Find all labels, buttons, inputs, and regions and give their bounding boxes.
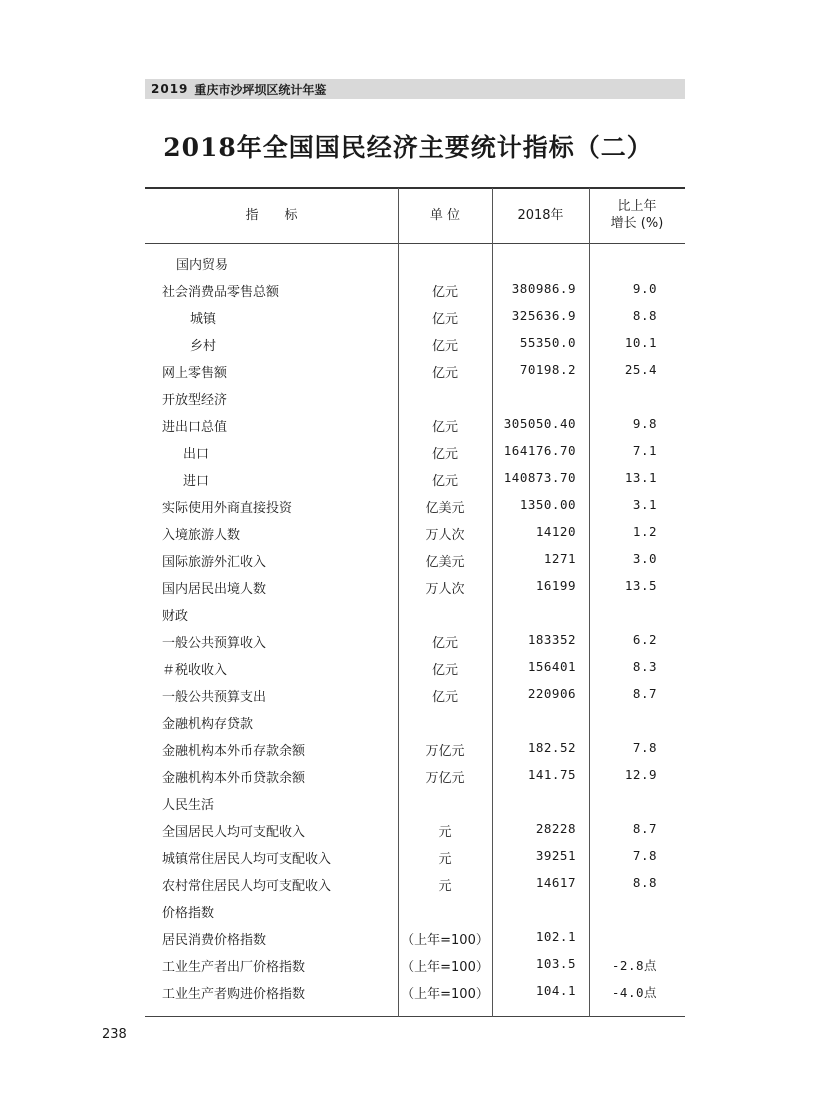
row-value-2018: 103.5 [535, 956, 576, 971]
row-unit: 亿元 [431, 447, 458, 462]
table-row [145, 362, 685, 389]
row-value-2018: 70198.2 [519, 362, 576, 377]
row-growth: 10.1 [624, 335, 657, 350]
table-row [145, 929, 685, 956]
row-indicator: 城镇 [190, 312, 217, 327]
row-growth: 3.1 [632, 497, 657, 512]
row-unit: 亿元 [431, 474, 458, 489]
table-row [145, 281, 685, 308]
row-value-2018: 183352 [527, 632, 576, 647]
row-growth: 9.8 [632, 416, 657, 431]
row-value-2018: 156401 [527, 659, 576, 674]
row-value-2018: 140873.70 [503, 470, 576, 485]
row-indicator: 价格指数 [162, 906, 215, 921]
row-indicator: 社会消费品零售总额 [162, 285, 280, 300]
table-row [145, 713, 685, 740]
row-indicator: 国内贸易 [176, 258, 229, 273]
row-indicator: 进出口总值 [162, 420, 228, 435]
row-indicator: 出口 [183, 447, 210, 462]
table-row [145, 524, 685, 551]
row-unit: 万人次 [425, 528, 465, 543]
table-row [145, 578, 685, 605]
row-unit: 万亿元 [425, 771, 465, 786]
row-indicator: 人民生活 [162, 798, 215, 813]
row-unit: 亿美元 [425, 555, 465, 570]
row-indicator: 开放型经济 [162, 393, 228, 408]
table-bottom-rule [145, 1016, 685, 1017]
row-growth: 1.2 [632, 524, 657, 539]
table-row [145, 389, 685, 416]
row-indicator: 金融机构存贷款 [162, 717, 254, 732]
row-value-2018: 305050.40 [503, 416, 576, 431]
row-value-2018: 220906 [527, 686, 576, 701]
table-row [145, 794, 685, 821]
table-row [145, 821, 685, 848]
header-unit: 单 位 [429, 207, 461, 223]
row-growth: 8.7 [632, 821, 657, 836]
row-growth: 3.0 [632, 551, 657, 566]
row-growth: 9.0 [632, 281, 657, 296]
table-row [145, 848, 685, 875]
row-indicator: 乡村 [190, 339, 217, 354]
table-row [145, 470, 685, 497]
row-value-2018: 325636.9 [511, 308, 576, 323]
row-value-2018: 182.52 [527, 740, 576, 755]
table-row [145, 659, 685, 686]
table-row [145, 335, 685, 362]
row-unit: 亿元 [431, 366, 458, 381]
row-unit: 亿元 [431, 285, 458, 300]
row-growth: 7.1 [632, 443, 657, 458]
row-unit: （上年=100） [401, 933, 489, 948]
row-unit: 万亿元 [425, 744, 465, 759]
row-unit: （上年=100） [401, 987, 489, 1002]
row-value-2018: 39251 [535, 848, 576, 863]
row-unit: 元 [438, 852, 452, 867]
running-header [145, 79, 685, 99]
row-growth: 13.1 [624, 470, 657, 485]
row-indicator: 入境旅游人数 [162, 528, 241, 543]
row-indicator: 工业生产者购进价格指数 [162, 987, 306, 1002]
row-value-2018: 14617 [535, 875, 576, 890]
row-value-2018: 380986.9 [511, 281, 576, 296]
row-unit: 元 [438, 825, 452, 840]
row-indicator: 财政 [162, 609, 189, 624]
row-growth: 8.8 [632, 875, 657, 890]
table-header-rule [145, 243, 685, 244]
row-indicator: 农村常住居民人均可支配收入 [162, 879, 332, 894]
row-indicator: 居民消费价格指数 [162, 933, 267, 948]
row-growth: -2.8点 [611, 958, 657, 973]
table-row [145, 686, 685, 713]
row-growth: 8.3 [632, 659, 657, 674]
page-title: 2018年全国国民经济主要统计指标（二） [163, 133, 653, 162]
row-growth: 25.4 [624, 362, 657, 377]
header-indicator: 指 标 [245, 207, 298, 223]
row-unit: 元 [438, 879, 452, 894]
row-unit: 亿元 [431, 339, 458, 354]
row-growth: 7.8 [632, 848, 657, 863]
row-indicator: 实际使用外商直接投资 [162, 501, 293, 516]
row-indicator: 金融机构本外币存款余额 [162, 744, 306, 759]
table-row [145, 632, 685, 659]
row-value-2018: 28228 [535, 821, 576, 836]
row-indicator: 城镇常住居民人均可支配收入 [162, 852, 332, 867]
row-value-2018: 141.75 [527, 767, 576, 782]
row-value-2018: 1271 [543, 551, 576, 566]
row-value-2018: 55350.0 [519, 335, 576, 350]
table-row [145, 740, 685, 767]
row-value-2018: 16199 [535, 578, 576, 593]
row-indicator: 金融机构本外币贷款余额 [162, 771, 306, 786]
row-value-2018: 104.1 [535, 983, 576, 998]
table-row [145, 875, 685, 902]
row-unit: 万人次 [425, 582, 465, 597]
row-growth: 13.5 [624, 578, 657, 593]
table-row [145, 605, 685, 632]
row-growth: 7.8 [632, 740, 657, 755]
row-value-2018: 164176.70 [503, 443, 576, 458]
table-body [145, 254, 685, 1010]
header-growth: 比上年 增长 (%) [610, 199, 664, 231]
table-row [145, 443, 685, 470]
table-row [145, 767, 685, 794]
table-row [145, 551, 685, 578]
row-growth: 8.8 [632, 308, 657, 323]
row-growth: -4.0点 [611, 985, 657, 1000]
row-unit: （上年=100） [401, 960, 489, 975]
table-row [145, 254, 685, 281]
table-row [145, 983, 685, 1010]
header-year: 2019 [151, 82, 189, 96]
row-unit: 亿元 [431, 663, 458, 678]
row-growth: 12.9 [624, 767, 657, 782]
row-unit: 亿元 [431, 636, 458, 651]
row-indicator: 全国居民人均可支配收入 [162, 825, 306, 840]
row-growth: 8.7 [632, 686, 657, 701]
row-indicator: 工业生产者出厂价格指数 [162, 960, 306, 975]
row-indicator: 国内居民出境人数 [162, 582, 267, 597]
row-value-2018: 102.1 [535, 929, 576, 944]
row-indicator: 网上零售额 [162, 366, 228, 381]
table-row [145, 416, 685, 443]
table-row [145, 308, 685, 335]
header-year: 2018年 [517, 207, 564, 223]
row-value-2018: 14120 [535, 524, 576, 539]
row-indicator: 一般公共预算收入 [162, 636, 267, 651]
row-unit: 亿元 [431, 690, 458, 705]
row-unit: 亿元 [431, 312, 458, 327]
page-number: 238 [102, 1027, 127, 1042]
row-unit: 亿元 [431, 420, 458, 435]
row-unit: 亿美元 [425, 501, 465, 516]
row-indicator: 一般公共预算支出 [162, 690, 267, 705]
row-value-2018: 1350.00 [519, 497, 576, 512]
row-indicator: 进口 [183, 474, 210, 489]
row-indicator: ＃税收收入 [162, 663, 228, 678]
table-row [145, 497, 685, 524]
row-indicator: 国际旅游外汇收入 [162, 555, 267, 570]
header-book-title: 重庆市沙坪坝区统计年鉴 [194, 82, 327, 97]
row-growth: 6.2 [632, 632, 657, 647]
table-row [145, 902, 685, 929]
table-row [145, 956, 685, 983]
